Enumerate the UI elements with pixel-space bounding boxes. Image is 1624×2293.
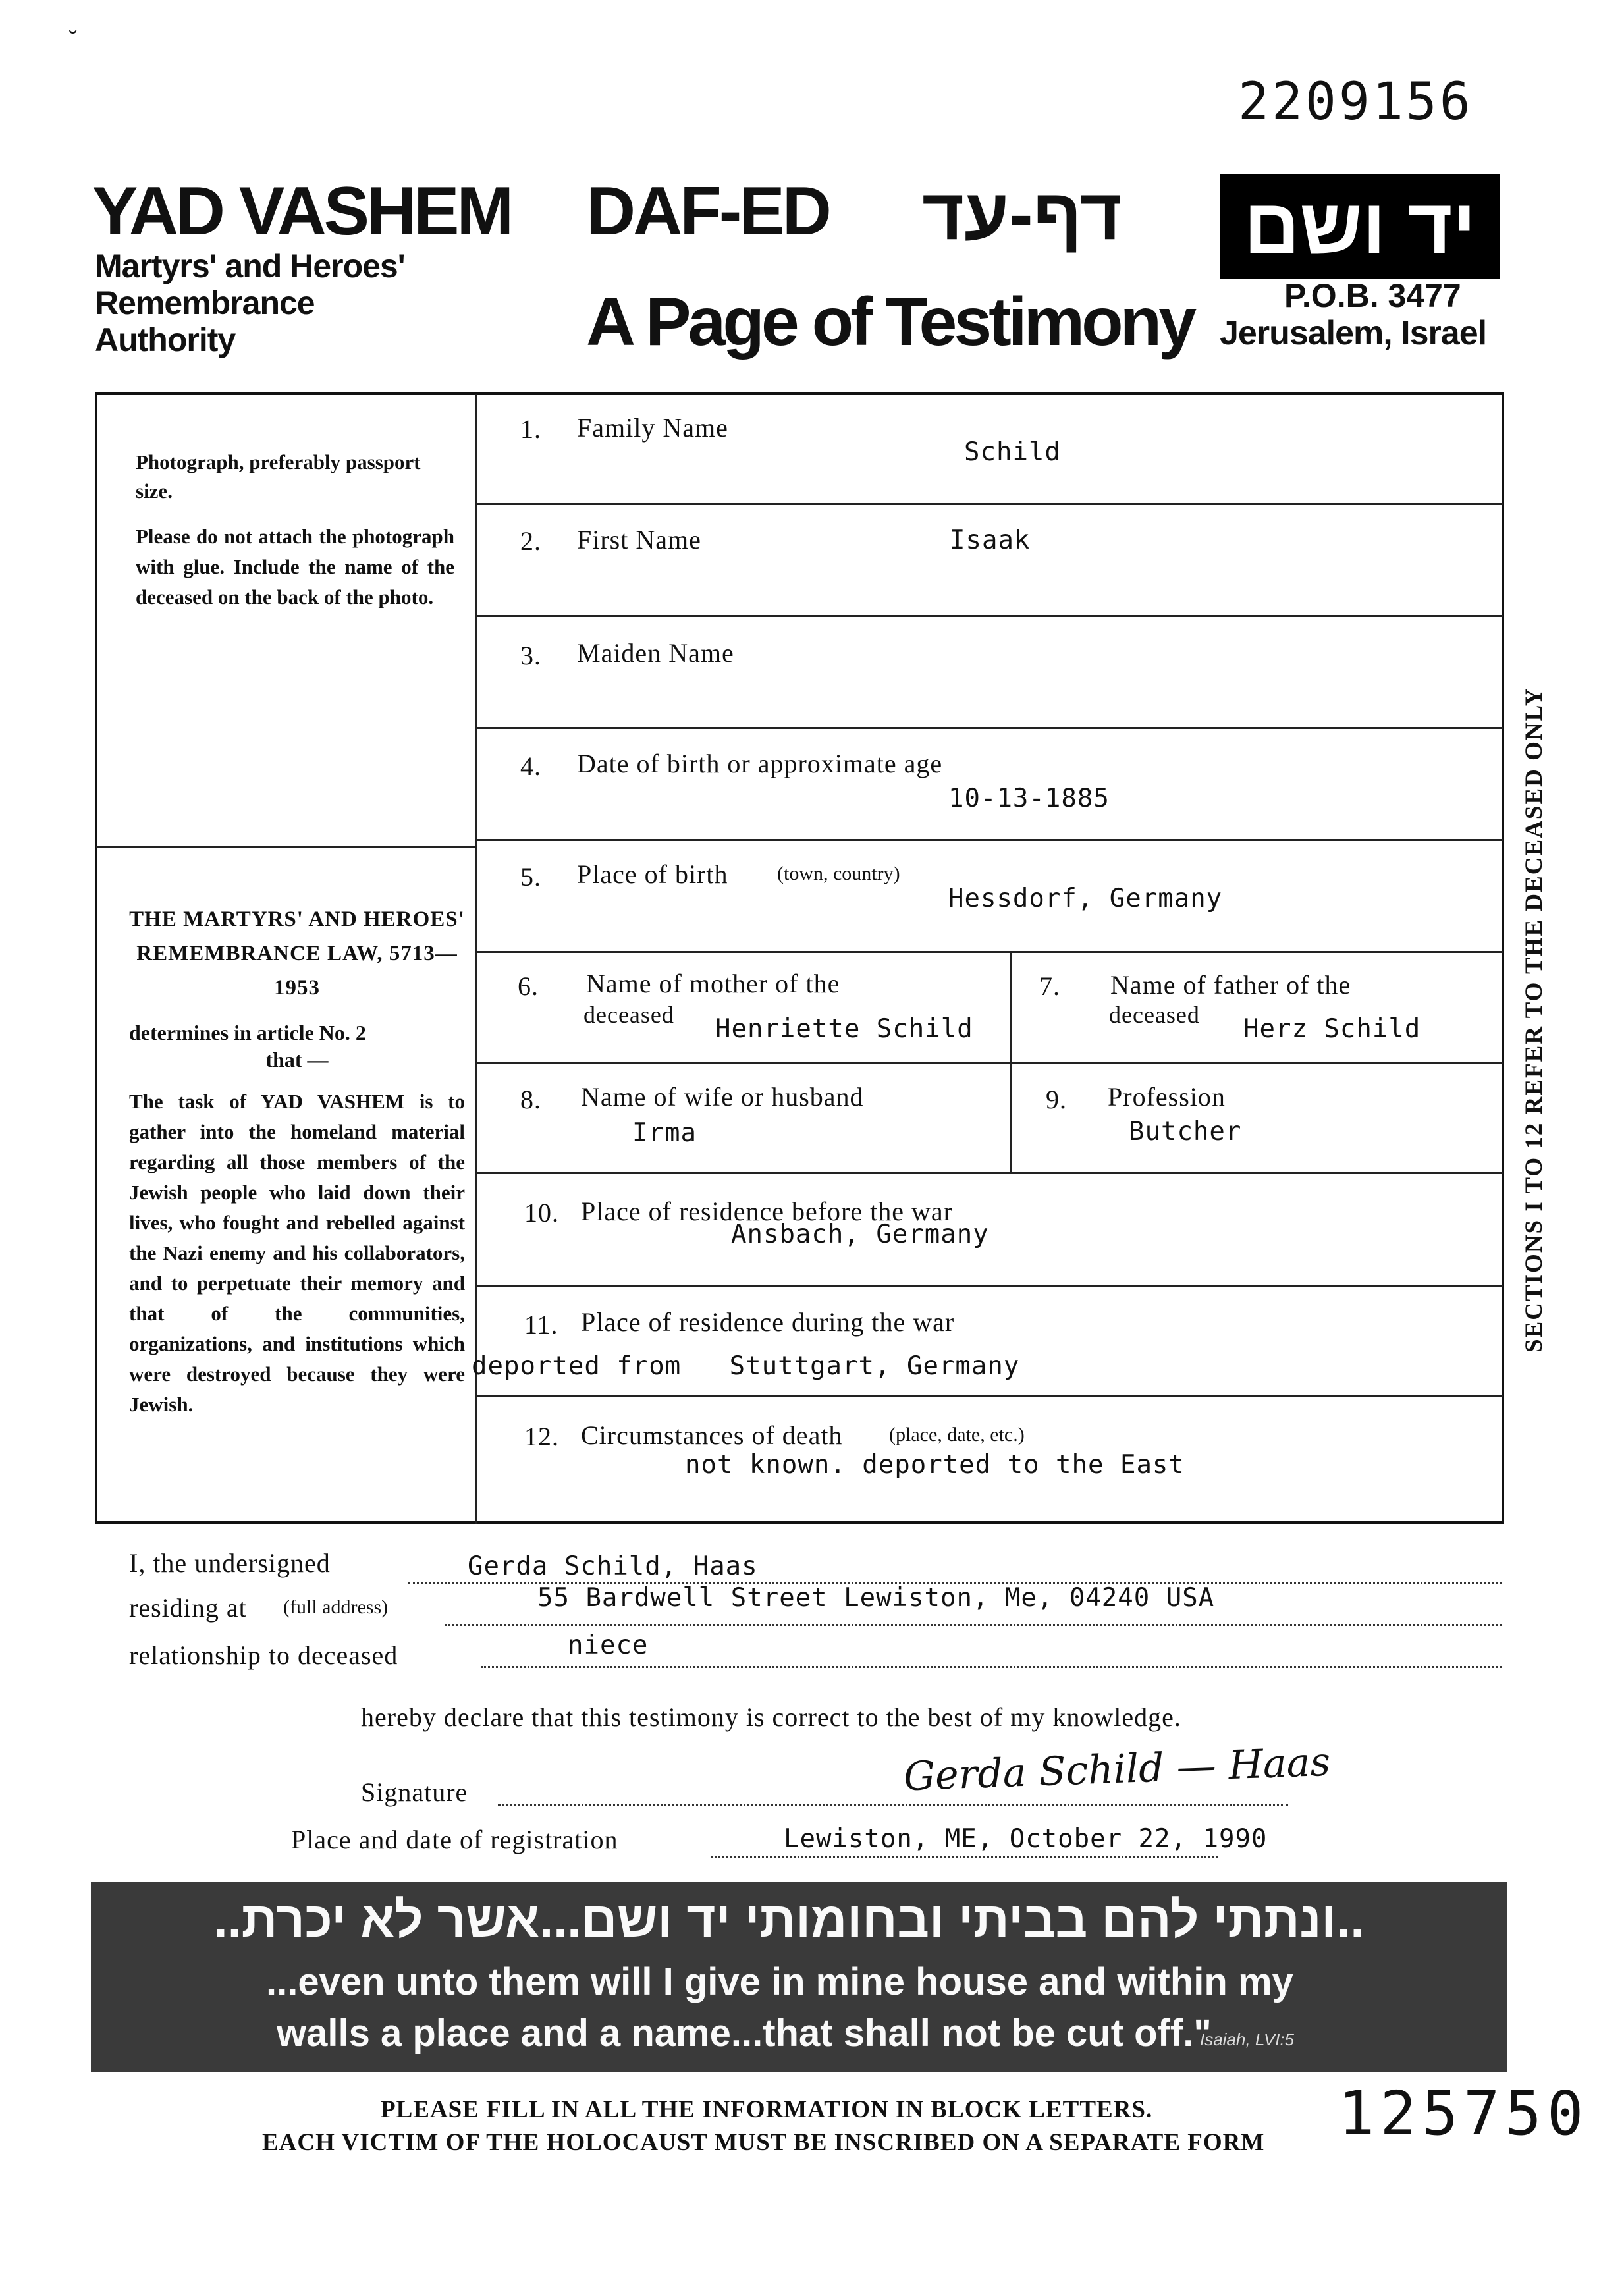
city: Jerusalem, Israel (1220, 314, 1487, 352)
side-note: SECTIONS I TO 12 REFER TO THE DECEASED ONLY (1521, 687, 1548, 1353)
registration-label: Place and date of registration (291, 1825, 618, 1854)
field-7-label-line1: Name of father of the (1110, 970, 1351, 1000)
org-subtitle-line2: Remembrance (95, 284, 315, 321)
field-8-label: Name of wife or husband (581, 1082, 864, 1112)
relationship-line (481, 1666, 1502, 1668)
circumstances-of-death-value[interactable]: not known. deported to the East (685, 1450, 1185, 1480)
org-subtitle (95, 248, 405, 358)
divider-8 (477, 1285, 1503, 1287)
undersigned-label: I, the undersigned (129, 1548, 331, 1578)
undersigned-value[interactable]: Gerda Schild, Haas (468, 1551, 758, 1581)
yad-vashem-logo: יד ושם (1220, 174, 1500, 279)
law-body: The task of YAD VASHEM is to gather into the homeland material regarding all those members of the Jewish people who laid down their lives, who fought and rebelled against the Nazi enemy and his collaborators, and to perpetuate their memory and that of the communities, organizations, and institutions which were destroyed because they were Jewish. (129, 1090, 465, 1416)
field-6-number: 6. (518, 971, 539, 1001)
divider-5 (477, 951, 1503, 953)
daf-ed-title: DAF-ED (586, 173, 829, 250)
split-divider (1010, 952, 1012, 1173)
field-3-number: 3. (520, 641, 541, 670)
relationship-label: relationship to deceased (129, 1640, 398, 1670)
date-of-birth-value[interactable]: 10-13-1885 (948, 784, 1110, 813)
law-that: that — (265, 1048, 329, 1071)
field-4-label: Date of birth or approximate age (577, 749, 943, 778)
field-11-number: 11. (524, 1310, 558, 1339)
field-5-label: Place of birth (577, 859, 728, 889)
stamp-number: 125750 (1338, 2078, 1589, 2149)
field-2-number: 2. (520, 526, 541, 556)
banner-line2: walls a place and a name...that shall not be cut off." (277, 2012, 1212, 2055)
profession-value[interactable]: Butcher (1129, 1117, 1242, 1146)
left-panel-separator (96, 846, 477, 848)
first-name-value[interactable]: Isaak (950, 526, 1031, 555)
document-number: 2209156 (1238, 72, 1473, 132)
field-6-label-line2: deceased (583, 1002, 674, 1028)
field-10-number: 10. (524, 1198, 559, 1227)
field-1-number: 1. (520, 414, 541, 444)
mother-name-value[interactable]: Henriette Schild (715, 1014, 973, 1044)
relationship-value[interactable]: niece (568, 1631, 649, 1660)
field-5-number: 5. (520, 862, 541, 892)
residing-label: residing at (129, 1593, 247, 1623)
field-12-number: 12. (524, 1422, 559, 1451)
field-12-sublabel: (place, date, etc.) (889, 1424, 1025, 1445)
residing-value[interactable]: 55 Bardwell Street Lewiston, Me, 04240 USA (537, 1583, 1215, 1613)
divider-6 (477, 1062, 1503, 1064)
residing-line (445, 1624, 1502, 1626)
org-title: YAD VASHEM (92, 173, 512, 250)
org-subtitle-line3: Authority (95, 321, 236, 358)
father-name-value[interactable]: Herz Schild (1243, 1014, 1421, 1044)
residence-during-war-value[interactable]: deported from Stuttgart, Germany (472, 1351, 1020, 1381)
field-7-label-line2: deceased (1109, 1002, 1200, 1028)
spouse-name-value[interactable]: Irma (632, 1118, 697, 1148)
divider-9 (477, 1395, 1503, 1397)
photo-instructions: Please do not attach the photograph with glue. Include the name of the deceased on the back of the photo. (136, 525, 454, 608)
field-4-number: 4. (520, 751, 541, 781)
field-2-label: First Name (577, 525, 701, 554)
field-3-label: Maiden Name (577, 638, 734, 668)
residing-sublabel: (full address) (283, 1596, 389, 1618)
banner-reference: Isaiah, LVI:5 (1200, 2030, 1295, 2049)
po-box: P.O.B. 3477 (1284, 277, 1461, 314)
divider-2 (477, 615, 1503, 617)
page-title: A Page of Testimony (586, 284, 1194, 360)
banner-hebrew: ..ונתתי להם בביתי ובחומותי יד ושם...אשר לא יכרת.. (213, 1892, 1365, 1948)
divider-7 (477, 1172, 1503, 1174)
field-9-label: Profession (1108, 1082, 1226, 1112)
photo-note: Photograph, preferably passport size. (136, 450, 421, 502)
banner-line1: ...even unto them will I give in mine house and within my (266, 1960, 1293, 2003)
divider-1 (477, 503, 1503, 505)
hebrew-title: דף-עד (922, 174, 1122, 255)
signature-value[interactable]: Gerda Schild — Haas (902, 1739, 1332, 1800)
law-article: determines in article No. 2 (129, 1021, 366, 1044)
signature-label: Signature (361, 1777, 468, 1807)
family-name-value[interactable]: Schild (964, 437, 1061, 467)
corner-mark: ˘ (68, 24, 78, 54)
field-12-label: Circumstances of death (581, 1420, 843, 1450)
residence-before-war-value[interactable]: Ansbach, Germany (731, 1220, 989, 1249)
signature-line (498, 1804, 1288, 1806)
field-8-number: 8. (520, 1085, 541, 1114)
place-of-birth-value[interactable]: Hessdorf, Germany (948, 884, 1223, 913)
footer-line2: EACH VICTIM OF THE HOLOCAUST MUST BE INSCRIBED ON A SEPARATE FORM (262, 2129, 1265, 2156)
footer-line1: PLEASE FILL IN ALL THE INFORMATION IN BLOCK LETTERS. (381, 2096, 1153, 2123)
field-9-number: 9. (1046, 1085, 1067, 1114)
org-subtitle-line1: Martyrs' and Heroes' (95, 248, 405, 284)
divider-4 (477, 839, 1503, 841)
declaration-statement: hereby declare that this testimony is correct to the best of my knowledge. (361, 1702, 1181, 1732)
field-5-sublabel: (town, country) (777, 863, 900, 884)
field-11-label: Place of residence during the war (581, 1307, 955, 1337)
field-10-label: Place of residence before the war (581, 1197, 953, 1226)
registration-value[interactable]: Lewiston, ME, October 22, 1990 (784, 1824, 1268, 1854)
field-6-label-line1: Name of mother of the (586, 969, 840, 998)
divider-3 (477, 727, 1503, 729)
registration-line (711, 1856, 1218, 1858)
law-title: THE MARTYRS' AND HEROES' REMEMBRANCE LAW, 5713—1953 (129, 907, 465, 1000)
field-1-label: Family Name (577, 413, 728, 443)
field-7-number: 7. (1039, 971, 1060, 1001)
